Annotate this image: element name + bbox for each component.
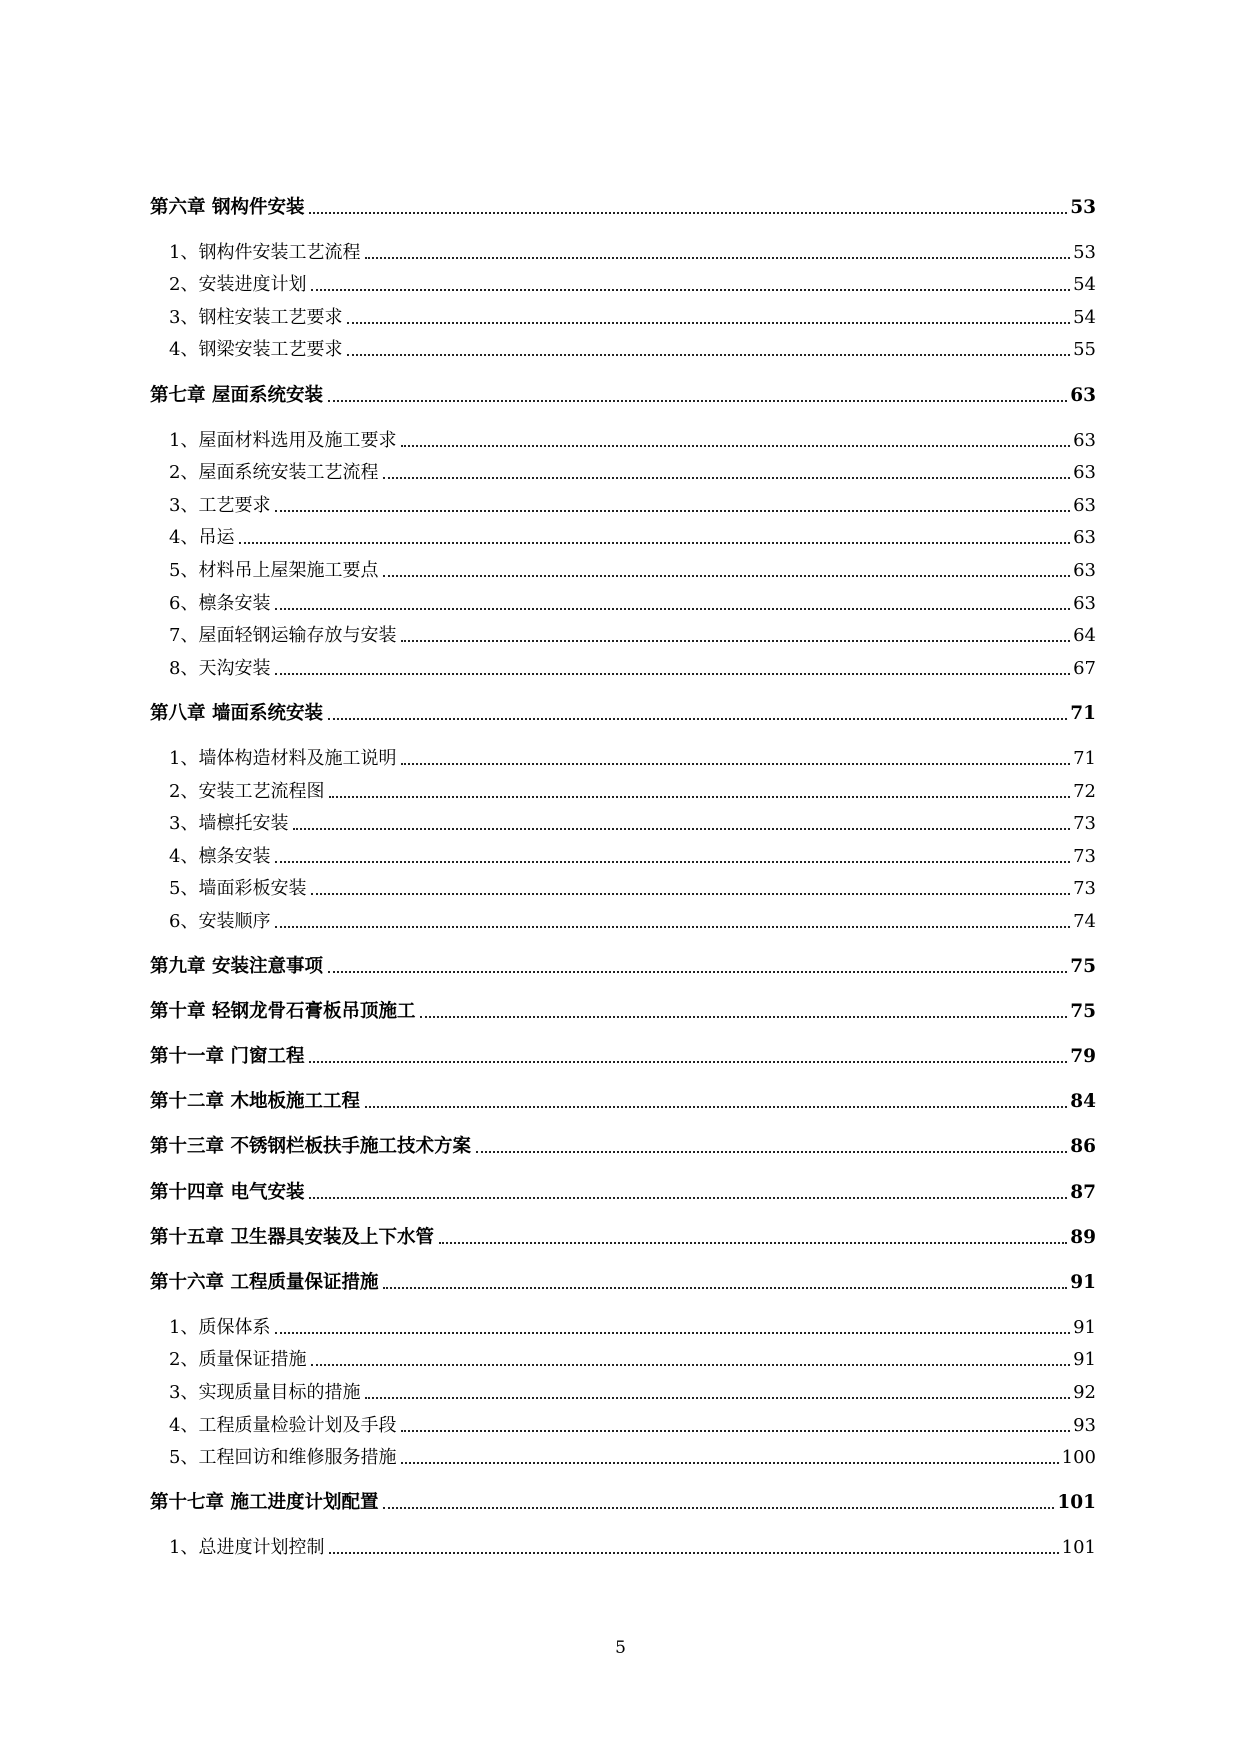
toc-entry-label: 1、墙体构造材料及施工说明 (169, 748, 397, 769)
toc-chapter-entry[interactable] (150, 1036, 1096, 1069)
toc-section-entry[interactable] (150, 835, 1096, 868)
toc-entry-page-number: 86 (1070, 1136, 1096, 1158)
toc-entry-page-number: 63 (1073, 462, 1096, 484)
toc-entry-page-number: 63 (1073, 592, 1096, 614)
toc-entry-page-number: 67 (1073, 657, 1096, 679)
toc-entry-label: 2、屋面系统安装工艺流程 (169, 462, 379, 484)
dot-leader (311, 893, 1070, 895)
toc-chapter-entry[interactable] (150, 1081, 1096, 1114)
toc-section-entry[interactable] (150, 582, 1096, 615)
toc-entry-page-number: 101 (1061, 1537, 1096, 1559)
dot-leader (383, 575, 1070, 577)
dot-leader (328, 400, 1067, 402)
toc-entry-label: 3、实现质量目标的措施 (169, 1382, 361, 1403)
toc-entry-label: 5、墙面彩板安装 (169, 878, 307, 900)
toc-entry-label: 7、屋面轻钢运输存放与安装 (169, 625, 397, 647)
dot-leader (329, 1552, 1058, 1554)
toc-entry-page-number: 91 (1070, 1271, 1096, 1293)
dot-leader (365, 1106, 1067, 1108)
toc-entry-page-number: 93 (1073, 1414, 1096, 1436)
dot-leader (439, 1242, 1067, 1244)
toc-entry-label: 4、吊运 (169, 527, 235, 549)
toc-entry-page-number: 63 (1073, 429, 1096, 451)
toc-entry-page-number: 73 (1073, 845, 1096, 867)
toc-section-entry[interactable] (150, 868, 1096, 901)
toc-section-entry[interactable] (150, 803, 1096, 836)
toc-chapter-entry[interactable] (150, 1482, 1096, 1515)
dot-leader (275, 608, 1070, 610)
toc-entry-label: 5、工程回访和维修服务措施 (169, 1447, 397, 1469)
toc-section-entry[interactable] (150, 517, 1096, 550)
toc-entry-label: 3、钢柱安装工艺要求 (169, 306, 343, 328)
toc-entry-label: 第十三章 不锈钢栏板扶手施工技术方案 (150, 1136, 471, 1158)
toc-section-entry[interactable] (150, 615, 1096, 648)
dot-leader (328, 971, 1067, 973)
toc-entry-page-number: 101 (1057, 1492, 1096, 1514)
toc-entry-label: 8、天沟安装 (169, 657, 271, 679)
toc-entry-page-number: 71 (1070, 702, 1096, 724)
dot-leader (329, 796, 1070, 798)
dot-leader (383, 1287, 1067, 1289)
toc-section-entry[interactable] (150, 549, 1096, 582)
toc-entry-page-number: 75 (1070, 956, 1096, 978)
toc-entry-label: 第十二章 木地板施工工程 (150, 1091, 360, 1113)
toc-entry-page-number: 73 (1073, 813, 1096, 835)
page-number: 5 (615, 1638, 626, 1658)
table-of-contents (150, 186, 1096, 1559)
dot-leader (275, 673, 1070, 675)
dot-leader (309, 212, 1067, 214)
toc-entry-page-number: 91 (1073, 1316, 1096, 1338)
dot-leader (275, 1332, 1070, 1334)
toc-section-entry[interactable] (150, 1527, 1096, 1560)
dot-leader (239, 542, 1070, 544)
toc-entry-label: 6、安装顺序 (169, 910, 271, 932)
toc-entry-label: 1、钢构件安装工艺流程 (169, 241, 361, 263)
dot-leader (365, 1397, 1070, 1399)
toc-entry-label: 第十六章 工程质量保证措施 (150, 1271, 379, 1293)
toc-section-entry[interactable] (150, 1371, 1096, 1404)
toc-section-entry[interactable] (150, 647, 1096, 680)
dot-leader (309, 1061, 1067, 1063)
toc-entry-page-number: 72 (1073, 780, 1096, 802)
toc-entry-page-number: 100 (1061, 1447, 1096, 1469)
dot-leader (309, 1197, 1067, 1199)
toc-chapter-entry[interactable] (150, 1216, 1096, 1249)
toc-entry-page-number: 74 (1073, 910, 1096, 932)
toc-section-entry[interactable] (150, 419, 1096, 452)
toc-chapter-entry[interactable] (150, 186, 1096, 219)
toc-entry-page-number: 53 (1070, 196, 1096, 218)
toc-entry-label: 第八章 墙面系统安装 (150, 702, 323, 724)
toc-entry-label: 4、檩条安装 (169, 845, 271, 867)
toc-section-entry[interactable] (150, 484, 1096, 517)
toc-entry-label: 5、材料吊上屋架施工要点 (169, 560, 379, 582)
dot-leader (365, 257, 1070, 259)
toc-entry-page-number: 84 (1070, 1091, 1096, 1113)
toc-entry-page-number: 54 (1073, 274, 1096, 296)
toc-entry-label: 4、钢梁安装工艺要求 (169, 339, 343, 361)
toc-entry-page-number: 63 (1073, 494, 1096, 516)
toc-chapter-entry[interactable] (150, 1261, 1096, 1294)
dot-leader (383, 1507, 1054, 1509)
toc-chapter-entry[interactable] (150, 945, 1096, 978)
toc-section-entry[interactable] (150, 264, 1096, 297)
dot-leader (311, 289, 1070, 291)
toc-entry-page-number: 64 (1073, 625, 1096, 647)
toc-section-entry[interactable] (150, 1306, 1096, 1339)
toc-section-entry[interactable] (150, 900, 1096, 933)
toc-section-entry[interactable] (150, 296, 1096, 329)
toc-entry-page-number: 54 (1073, 306, 1096, 328)
toc-chapter-entry[interactable] (150, 991, 1096, 1024)
toc-entry-label: 3、墙檩托安装 (169, 813, 289, 835)
toc-entry-label: 1、屋面材料选用及施工要求 (169, 429, 397, 451)
dot-leader (293, 828, 1070, 830)
toc-entry-label: 第六章 钢构件安装 (150, 196, 305, 218)
toc-entry-label: 2、安装工艺流程图 (169, 780, 325, 802)
dot-leader (476, 1151, 1067, 1153)
dot-leader (311, 1364, 1070, 1366)
toc-entry-page-number: 79 (1070, 1046, 1096, 1068)
dot-leader (347, 354, 1070, 356)
toc-entry-page-number: 73 (1073, 878, 1096, 900)
toc-entry-label: 第十五章 卫生器具安装及上下水管 (150, 1226, 434, 1248)
toc-section-entry[interactable] (150, 737, 1096, 770)
toc-section-entry[interactable] (150, 770, 1096, 803)
toc-entry-page-number: 55 (1073, 339, 1096, 361)
toc-entry-label: 1、质保体系 (169, 1316, 271, 1338)
toc-entry-page-number: 89 (1070, 1226, 1096, 1248)
toc-entry-label: 2、质量保证措施 (169, 1349, 307, 1371)
toc-entry-label: 6、檩条安装 (169, 592, 271, 614)
dot-leader (275, 926, 1070, 928)
toc-chapter-entry[interactable] (150, 374, 1096, 407)
toc-entry-label: 第十四章 电气安装 (150, 1181, 305, 1203)
toc-section-entry[interactable] (150, 1437, 1096, 1470)
toc-section-entry[interactable] (150, 329, 1096, 362)
toc-entry-page-number: 63 (1073, 560, 1096, 582)
toc-section-entry[interactable] (150, 1404, 1096, 1437)
toc-entry-label: 2、安装进度计划 (169, 274, 307, 296)
dot-leader (383, 477, 1070, 479)
toc-entry-label: 3、工艺要求 (169, 494, 271, 516)
toc-entry-label: 1、总进度计划控制 (169, 1537, 325, 1559)
toc-chapter-entry[interactable] (150, 1126, 1096, 1159)
toc-entry-label: 第九章 安装注意事项 (150, 956, 323, 978)
toc-entry-label: 第十七章 施工进度计划配置 (150, 1492, 379, 1514)
toc-entry-page-number: 53 (1073, 241, 1096, 263)
toc-entry-label: 第十一章 门窗工程 (150, 1046, 305, 1068)
dot-leader (275, 510, 1070, 512)
dot-leader (401, 1430, 1070, 1432)
toc-entry-page-number: 92 (1073, 1382, 1096, 1403)
dot-leader (347, 322, 1070, 324)
toc-entry-page-number: 75 (1070, 1001, 1096, 1023)
dot-leader (401, 445, 1070, 447)
dot-leader (401, 1462, 1058, 1464)
toc-entry-page-number: 63 (1070, 384, 1096, 406)
toc-entry-page-number: 87 (1070, 1181, 1096, 1203)
toc-entry-label: 4、工程质量检验计划及手段 (169, 1414, 397, 1436)
toc-section-entry[interactable] (150, 1339, 1096, 1372)
dot-leader (401, 640, 1070, 642)
toc-entry-label: 第十章 轻钢龙骨石膏板吊顶施工 (150, 1001, 416, 1023)
toc-section-entry[interactable] (150, 452, 1096, 485)
toc-entry-page-number: 71 (1073, 748, 1096, 769)
toc-entry-label: 第七章 屋面系统安装 (150, 384, 323, 406)
toc-chapter-entry[interactable] (150, 692, 1096, 725)
toc-section-entry[interactable] (150, 231, 1096, 264)
toc-entry-page-number: 63 (1073, 527, 1096, 549)
dot-leader (420, 1016, 1067, 1018)
dot-leader (328, 718, 1067, 720)
toc-chapter-entry[interactable] (150, 1171, 1096, 1204)
dot-leader (401, 763, 1070, 765)
dot-leader (275, 861, 1070, 863)
toc-entry-page-number: 91 (1073, 1349, 1096, 1371)
